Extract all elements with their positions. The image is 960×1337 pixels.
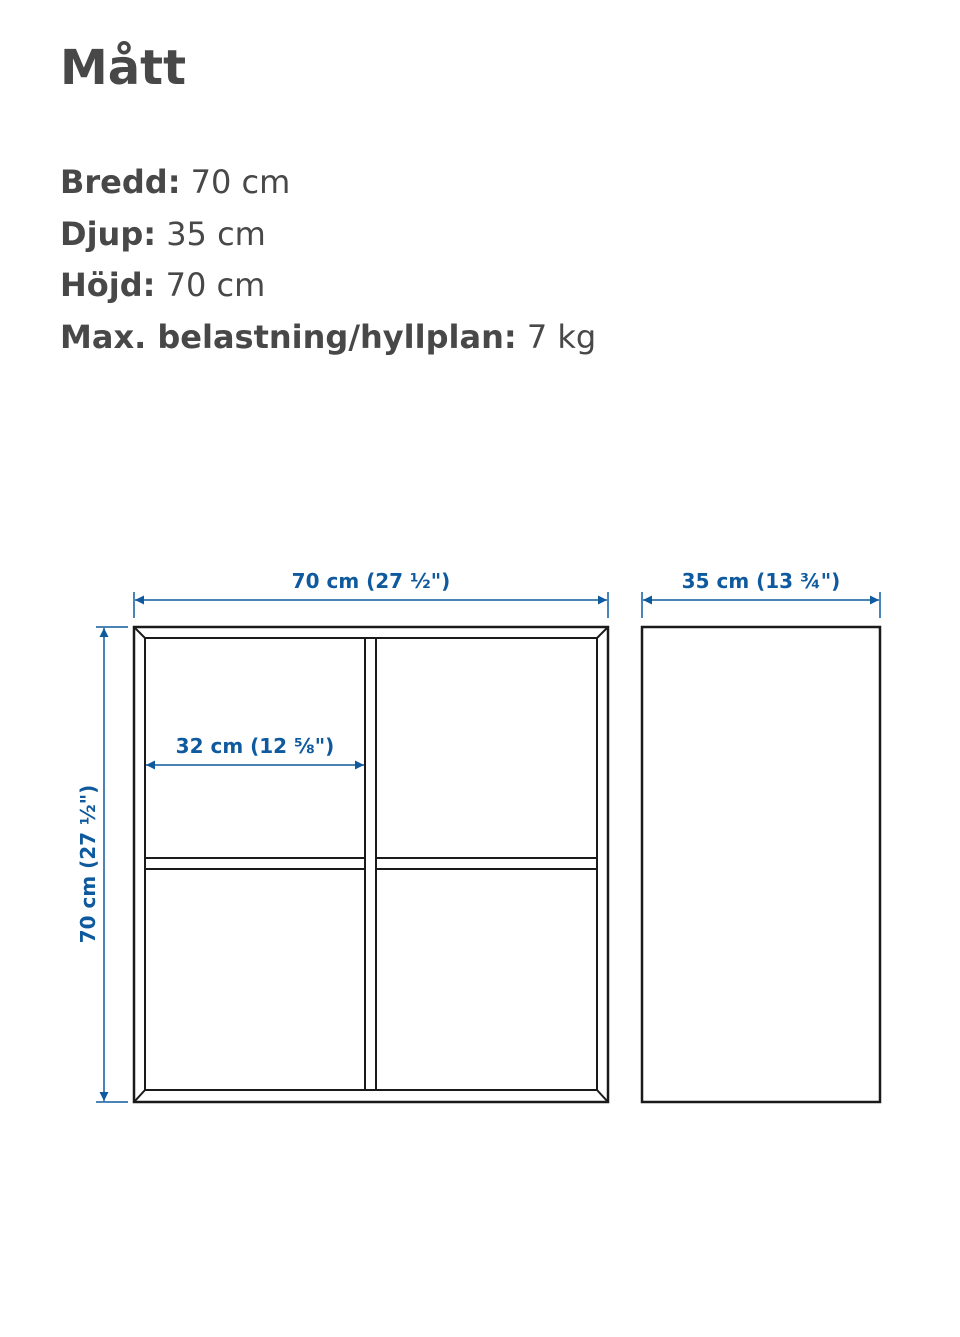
width-label: 70 cm (27 ½") [291, 569, 451, 593]
spec-value: 70 cm [155, 266, 266, 304]
height-label: 70 cm (27 ½") [76, 784, 100, 944]
shelf-right [376, 858, 597, 869]
height-dimension [96, 627, 128, 1102]
frame-corner-bevel [134, 1090, 145, 1102]
spec-label: Max. belastning/hyllplan: [60, 317, 517, 356]
inner-width-label: 32 cm (12 ⅝") [175, 734, 335, 758]
depth-label: 35 cm (13 ¾") [681, 569, 841, 593]
shelf-left [145, 858, 365, 869]
frame-corner-bevel [597, 627, 608, 638]
spec-value: 7 kg [516, 317, 597, 356]
center-divider [365, 638, 376, 1090]
frame-corner-bevel [597, 1090, 608, 1102]
cabinet-side-view [642, 627, 880, 1102]
frame-corner-bevel [134, 627, 145, 638]
page-title: Mått [60, 40, 187, 96]
spec-label: Bredd: [60, 163, 181, 201]
spec-value: 35 cm [156, 214, 266, 253]
width-dimension [134, 592, 608, 618]
cabinet-front-view [134, 627, 608, 1102]
spec-label: Djup: [60, 214, 157, 253]
cabinet-outer-frame [134, 627, 608, 1102]
spec-value: 70 cm [180, 163, 291, 201]
spec-label: Höjd: [60, 266, 156, 304]
cabinet-inner-frame [145, 638, 597, 1090]
depth-dimension [642, 592, 880, 618]
